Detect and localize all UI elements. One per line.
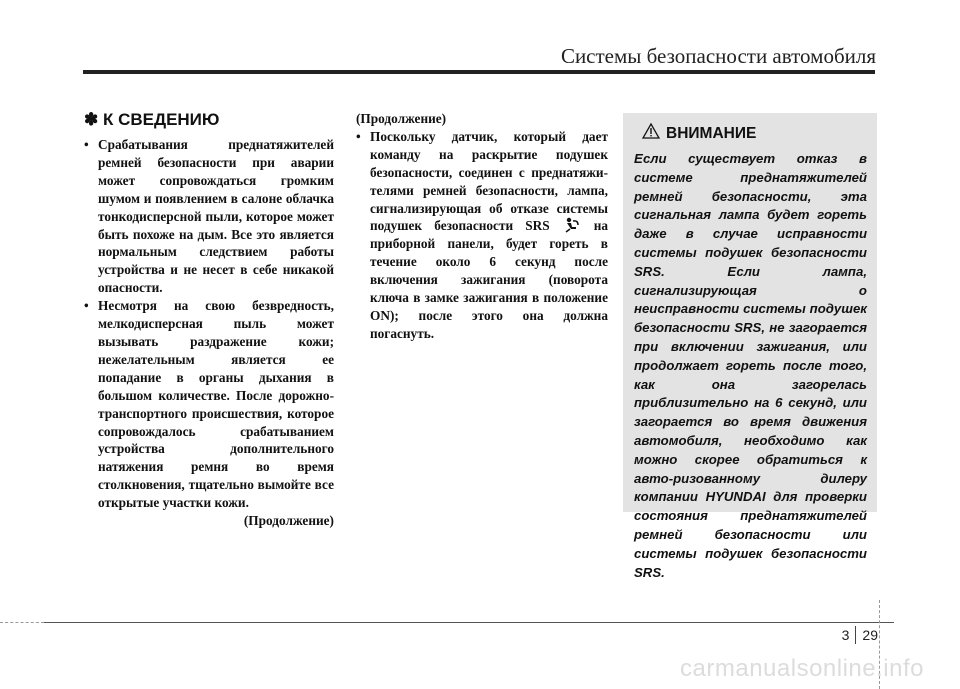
bullet-item-2: • Несмотря на свою безвредность, мелкодисперсная пыль может вызывать раздражение кожи; нежелательным является ее попадание в органы дыхания в большом количестве. После дорожно-транспортного происшествия, которое сопровождалось срабатыванием устройства дополнительного натяжения ремня во время столкновения, тщательно вымойте все открытые участки кожи.: [84, 297, 334, 512]
bullet-text-part-2: на приборной панели, будет гореть в течение около 6 секунд после включения зажигания (поворота ключа в замке зажигания в положение ON); после этого она должна погаснуть.: [370, 218, 608, 341]
footer-rule: [44, 622, 894, 623]
left-column: [84, 110, 334, 530]
watermark: carmanualsonline.info: [680, 655, 924, 682]
header-rule: [83, 70, 875, 74]
page-number-separator: [855, 626, 856, 644]
bullet-text-part-1: Поскольку датчик, который дает команду на раскрытие подушек безопасности, соединен с преднатяжи-телями ремней безопасности, лампа, сигнализирующая об отказе системы подушек безопасности SRS: [370, 128, 608, 234]
continued-note: (Продолжение): [243, 513, 334, 529]
warning-title-text: ВНИМАНИЕ: [666, 124, 757, 142]
warning-box: [623, 113, 877, 580]
page-header-title: Системы безопасности автомобиля: [560, 44, 876, 68]
bullet-item-3: [356, 128, 608, 343]
page-number: [842, 626, 878, 644]
bullet-item-1: • Срабатывания преднатяжителей ремней безопасности при аварии может сопровождаться громким шумом и появлением в салоне облачка тонкодисперсной пыли, которое может быть похоже на дым. Все это является нормальным следствием работы устройства и не несет в себе никакой опасности.: [84, 136, 334, 297]
warning-text: Если существует отказ в системе преднатяжителей ремней безопасности, эта сигнальная лампа будет гореть даже в случае исправности системы подушек безопасности SRS. Если лампа, сигнализирующая о неисправности системы подушек безопасности SRS, не загорается при включении зажигания, или продолжает гореть после того, как она загорелась приблизительно на 6 секунд, или загорается во время движения автомобиля, необходимо как можно скорее обратиться к авто-ризованному дилеру компании HYUNDAI для проверки состояния преднатяжителей ремней безопасности или системы подушек безопасности SRS.: [634, 151, 867, 580]
continued-label: (Продолжение): [356, 111, 447, 126]
airbag-warning-icon: [564, 217, 580, 233]
warning-title: [642, 123, 867, 144]
section-heading: ✽ К СВЕДЕНИЮ: [84, 110, 220, 129]
warning-triangle-icon: [642, 123, 660, 144]
middle-column: [356, 110, 608, 343]
page-number-value: 29: [862, 627, 878, 643]
chapter-number: 3: [841, 627, 850, 643]
crop-mark-left: [0, 622, 44, 623]
